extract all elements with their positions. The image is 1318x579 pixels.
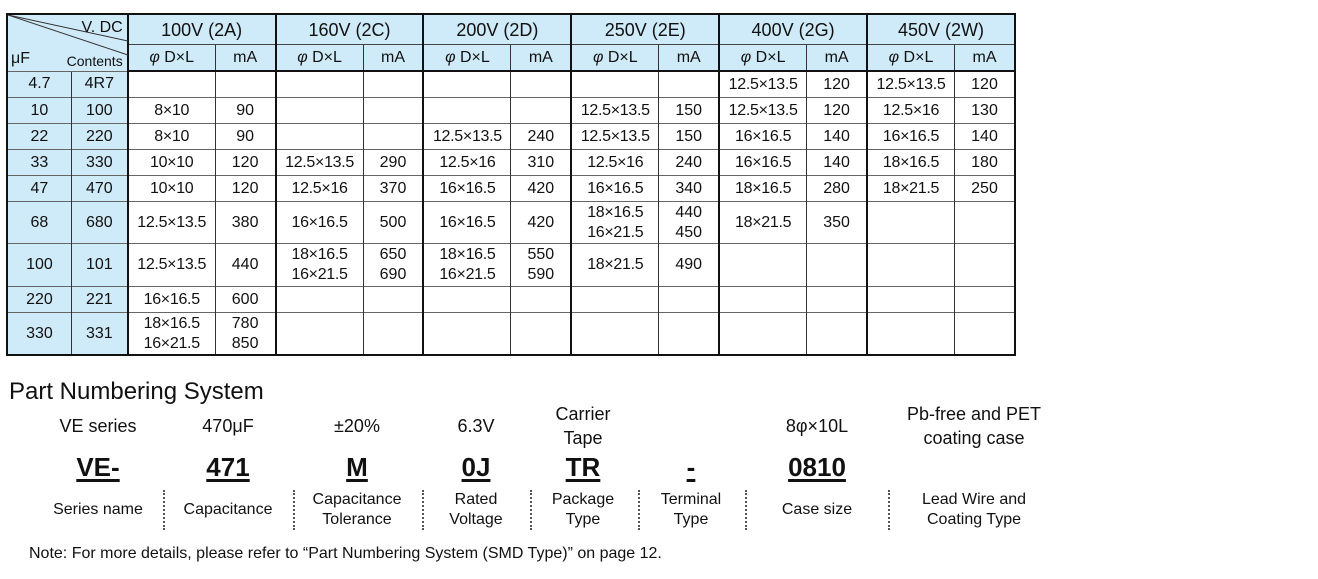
- ripple-current-cell: [511, 313, 571, 356]
- table-row: [7, 202, 1015, 244]
- case-size-cell: [867, 287, 955, 313]
- case-size-cell: 18×16.5: [719, 176, 807, 202]
- ripple-current-cell: 120: [955, 71, 1016, 98]
- ripple-current-cell: [955, 202, 1016, 244]
- case-size-cell: 12.5×16: [571, 150, 659, 176]
- part-segment: [43, 402, 153, 532]
- ma-header: mA: [215, 45, 275, 72]
- ripple-current-cell: [511, 98, 571, 124]
- segment-example: VE series: [59, 416, 137, 436]
- table-row: [7, 71, 1015, 98]
- segment-code: 0J: [461, 452, 491, 482]
- case-size-cell: 18×16.5: [867, 150, 955, 176]
- segment-code: VE-: [76, 452, 120, 482]
- ma-header: mA: [511, 45, 571, 72]
- case-size-cell: [571, 287, 659, 313]
- case-size-cell: 16×16.5: [423, 176, 511, 202]
- case-size-cell: [276, 287, 364, 313]
- ripple-current-cell: 340: [659, 176, 719, 202]
- case-size-cell: 12.5×13.5: [128, 244, 216, 287]
- capacitance-cell: 220: [7, 287, 71, 313]
- dim-header: [571, 45, 659, 72]
- ripple-current-cell: [511, 71, 571, 98]
- case-size-cell: 16×16.5: [276, 202, 364, 244]
- ripple-current-cell: [955, 244, 1016, 287]
- case-size-cell: 12.5×16: [423, 150, 511, 176]
- segment-description: Rated Voltage: [449, 491, 503, 528]
- case-size-cell: 16×16.5: [719, 124, 807, 150]
- capacitance-cell: 10: [7, 98, 71, 124]
- capacitance-cell: 330: [7, 313, 71, 356]
- ripple-current-cell: [807, 244, 867, 287]
- contents-code-cell: 331: [71, 313, 127, 356]
- contents-code-cell: 680: [71, 202, 127, 244]
- segment-separator: [530, 490, 532, 530]
- ripple-current-cell: [363, 98, 423, 124]
- segment-code: 0810: [788, 452, 846, 482]
- segment-description: Package Type: [551, 491, 615, 528]
- case-size-cell: [276, 71, 364, 98]
- segment-description: Series name: [53, 501, 143, 518]
- part-segment: [426, 402, 526, 532]
- segment-code: [889, 450, 1059, 488]
- contents-code-cell: 330: [71, 150, 127, 176]
- ripple-current-cell: 240: [659, 150, 719, 176]
- ripple-current-cell: 550 590: [511, 244, 571, 287]
- ma-header: mA: [807, 45, 867, 72]
- case-size-cell: [571, 313, 659, 356]
- contents-code-cell: 100: [71, 98, 127, 124]
- table-row: [7, 287, 1015, 313]
- ripple-current-cell: 420: [511, 202, 571, 244]
- segment-separator: [745, 490, 747, 530]
- ripple-current-cell: [363, 287, 423, 313]
- ripple-current-cell: 140: [807, 124, 867, 150]
- case-size-cell: 18×21.5: [719, 202, 807, 244]
- case-size-cell: 18×16.5 16×21.5: [571, 202, 659, 244]
- ripple-current-cell: 310: [511, 150, 571, 176]
- voltage-header: 200V (2D): [423, 14, 571, 45]
- ripple-current-cell: [955, 313, 1016, 356]
- dim-header: [128, 45, 216, 72]
- uf-label: μF: [11, 50, 30, 67]
- ripple-current-cell: [955, 287, 1016, 313]
- case-size-cell: 18×21.5: [867, 176, 955, 202]
- case-size-cell: [867, 313, 955, 356]
- phi-symbol: φ: [297, 48, 308, 66]
- part-segment: [762, 402, 872, 532]
- case-size-cell: 12.5×13.5: [719, 98, 807, 124]
- case-size-cell: 16×16.5: [571, 176, 659, 202]
- ripple-current-cell: 380: [215, 202, 275, 244]
- segment-code: -: [686, 452, 696, 482]
- segment-description: Terminal Type: [660, 491, 722, 528]
- ripple-current-cell: 280: [807, 176, 867, 202]
- part-segment: [168, 402, 288, 532]
- ripple-current-cell: [659, 313, 719, 356]
- ripple-current-cell: 120: [807, 98, 867, 124]
- segment-separator: [638, 490, 640, 530]
- case-size-cell: [276, 313, 364, 356]
- case-size-cell: [571, 71, 659, 98]
- phi-symbol: φ: [888, 48, 900, 66]
- dim-header-text: D×L: [159, 48, 195, 66]
- ripple-current-cell: [363, 71, 423, 98]
- case-size-cell: 18×16.5 16×21.5: [128, 313, 216, 356]
- dim-header: [276, 45, 364, 72]
- ripple-current-cell: 600: [215, 287, 275, 313]
- ripple-current-cell: 440: [215, 244, 275, 287]
- segment-example: [641, 402, 741, 450]
- case-size-cell: [867, 202, 955, 244]
- phi-symbol: φ: [149, 48, 160, 66]
- case-size-cell: [423, 287, 511, 313]
- segment-separator: [293, 490, 295, 530]
- case-size-cell: [719, 287, 807, 313]
- note-text: Note: For more details, please refer to “Part Numbering System (SMD Type)” on page 12.: [29, 545, 662, 562]
- contents-code-cell: 4R7: [71, 71, 127, 98]
- ripple-current-cell: 180: [955, 150, 1016, 176]
- ripple-current-cell: 350: [807, 202, 867, 244]
- case-size-cell: [867, 244, 955, 287]
- capacitance-cell: 100: [7, 244, 71, 287]
- case-size-cell: 12.5×13.5: [867, 71, 955, 98]
- case-size-cell: 16×16.5: [423, 202, 511, 244]
- case-size-cell: [423, 98, 511, 124]
- segment-example: 8φ×10L: [785, 416, 849, 436]
- ripple-current-cell: 440 450: [659, 202, 719, 244]
- table-row: [7, 313, 1015, 356]
- dim-header-text: D×L: [751, 48, 786, 66]
- vdc-label: V. DC: [81, 19, 123, 36]
- ripple-current-cell: [363, 124, 423, 150]
- case-size-cell: [276, 124, 364, 150]
- voltage-header: 250V (2E): [571, 14, 719, 45]
- ripple-current-cell: [511, 287, 571, 313]
- case-size-cell: [423, 71, 511, 98]
- ripple-current-cell: 250: [955, 176, 1016, 202]
- dim-header: [423, 45, 511, 72]
- ripple-current-cell: 500: [363, 202, 423, 244]
- segment-separator: [422, 490, 424, 530]
- segment-separator: [163, 490, 165, 530]
- dim-header-text: D×L: [307, 48, 342, 66]
- ripple-current-cell: 290: [363, 150, 423, 176]
- case-size-cell: 18×21.5: [571, 244, 659, 287]
- ripple-current-cell: 150: [659, 98, 719, 124]
- voltage-header: 160V (2C): [276, 14, 424, 45]
- segment-separator: [888, 490, 890, 530]
- case-size-cell: 18×16.5 16×21.5: [276, 244, 364, 287]
- part-segment: [533, 402, 633, 532]
- case-size-cell: 12.5×13.5: [128, 202, 216, 244]
- capacitance-cell: 4.7: [7, 71, 71, 98]
- ripple-current-cell: 120: [807, 71, 867, 98]
- ripple-current-cell: 120: [215, 150, 275, 176]
- dim-header-text: D×L: [899, 48, 934, 66]
- case-size-cell: 8×10: [128, 98, 216, 124]
- contents-label: Contents: [66, 53, 123, 69]
- table-row: [7, 98, 1015, 124]
- ripple-current-cell: 490: [659, 244, 719, 287]
- contents-code-cell: 101: [71, 244, 127, 287]
- ripple-current-cell: [807, 287, 867, 313]
- voltage-header: 450V (2W): [867, 14, 1015, 45]
- case-size-cell: 12.5×13.5: [423, 124, 511, 150]
- segment-code: TR: [565, 452, 601, 482]
- segment-example: Pb-free and PET coating case: [906, 404, 1042, 448]
- ripple-current-cell: 420: [511, 176, 571, 202]
- dim-header: [867, 45, 955, 72]
- case-size-cell: 10×10: [128, 150, 216, 176]
- case-size-cell: 16×16.5: [867, 124, 955, 150]
- segment-example: ±20%: [334, 416, 380, 436]
- segment-example: 6.3V: [457, 416, 495, 436]
- table-row: [7, 244, 1015, 287]
- case-size-cell: 12.5×13.5: [571, 98, 659, 124]
- segment-description: Case size: [781, 501, 853, 518]
- segment-code: 471: [206, 452, 250, 482]
- case-size-cell: [423, 313, 511, 356]
- case-size-cell: 12.5×13.5: [276, 150, 364, 176]
- case-size-cell: 16×16.5: [719, 150, 807, 176]
- header-row-columns: [7, 45, 1015, 72]
- header-row-voltage: [7, 14, 1015, 45]
- case-size-cell: [128, 71, 216, 98]
- ma-header: mA: [363, 45, 423, 72]
- ma-header: mA: [659, 45, 719, 72]
- table-row: [7, 176, 1015, 202]
- table-row: [7, 124, 1015, 150]
- ma-header: mA: [955, 45, 1016, 72]
- ripple-current-cell: [215, 71, 275, 98]
- capacitance-cell: 33: [7, 150, 71, 176]
- case-size-cell: 18×16.5 16×21.5: [423, 244, 511, 287]
- ripple-current-cell: 650 690: [363, 244, 423, 287]
- contents-code-cell: 220: [71, 124, 127, 150]
- case-size-cell: 12.5×16: [276, 176, 364, 202]
- table-row: [7, 150, 1015, 176]
- ripple-current-cell: 240: [511, 124, 571, 150]
- part-numbering-title: Part Numbering System: [9, 378, 264, 405]
- ripple-current-cell: 130: [955, 98, 1016, 124]
- case-size-cell: 12.5×13.5: [571, 124, 659, 150]
- part-segment: [297, 402, 417, 532]
- ripple-current-cell: 90: [215, 98, 275, 124]
- ripple-current-cell: 140: [807, 150, 867, 176]
- case-size-cell: [276, 98, 364, 124]
- segment-example: Carrier Tape: [555, 404, 611, 448]
- capacitor-spec-table: [6, 13, 1016, 356]
- ripple-current-cell: 140: [955, 124, 1016, 150]
- part-segment: [641, 402, 741, 532]
- dim-header: [719, 45, 807, 72]
- case-size-cell: 8×10: [128, 124, 216, 150]
- capacitance-cell: 47: [7, 176, 71, 202]
- voltage-header: 100V (2A): [128, 14, 276, 45]
- ripple-current-cell: 370: [363, 176, 423, 202]
- voltage-header: 400V (2G): [719, 14, 867, 45]
- case-size-cell: [719, 244, 807, 287]
- part-segment: [889, 402, 1059, 532]
- capacitance-cell: 68: [7, 202, 71, 244]
- dim-header-text: D×L: [455, 48, 490, 66]
- ripple-current-cell: [363, 313, 423, 356]
- phi-symbol: φ: [592, 48, 604, 66]
- contents-code-cell: 470: [71, 176, 127, 202]
- segment-description: Lead Wire and Coating Type: [921, 491, 1027, 528]
- segment-code: M: [346, 452, 368, 482]
- segment-example: 470μF: [202, 416, 254, 436]
- ripple-current-cell: 90: [215, 124, 275, 150]
- ripple-current-cell: 150: [659, 124, 719, 150]
- case-size-cell: 16×16.5: [128, 287, 216, 313]
- case-size-cell: 12.5×13.5: [719, 71, 807, 98]
- ripple-current-cell: [659, 71, 719, 98]
- phi-symbol: φ: [445, 48, 456, 66]
- segment-description: Capacitance Tolerance: [312, 491, 402, 528]
- phi-symbol: φ: [740, 48, 752, 66]
- case-size-cell: 12.5×16: [867, 98, 955, 124]
- contents-code-cell: 221: [71, 287, 127, 313]
- capacitance-cell: 22: [7, 124, 71, 150]
- case-size-cell: [719, 313, 807, 356]
- ripple-current-cell: [807, 313, 867, 356]
- corner-header-cell: [7, 14, 128, 71]
- ripple-current-cell: [659, 287, 719, 313]
- case-size-cell: 10×10: [128, 176, 216, 202]
- dim-header-text: D×L: [603, 48, 638, 66]
- ripple-current-cell: 780 850: [215, 313, 275, 356]
- ripple-current-cell: 120: [215, 176, 275, 202]
- segment-description: Capacitance: [183, 501, 273, 518]
